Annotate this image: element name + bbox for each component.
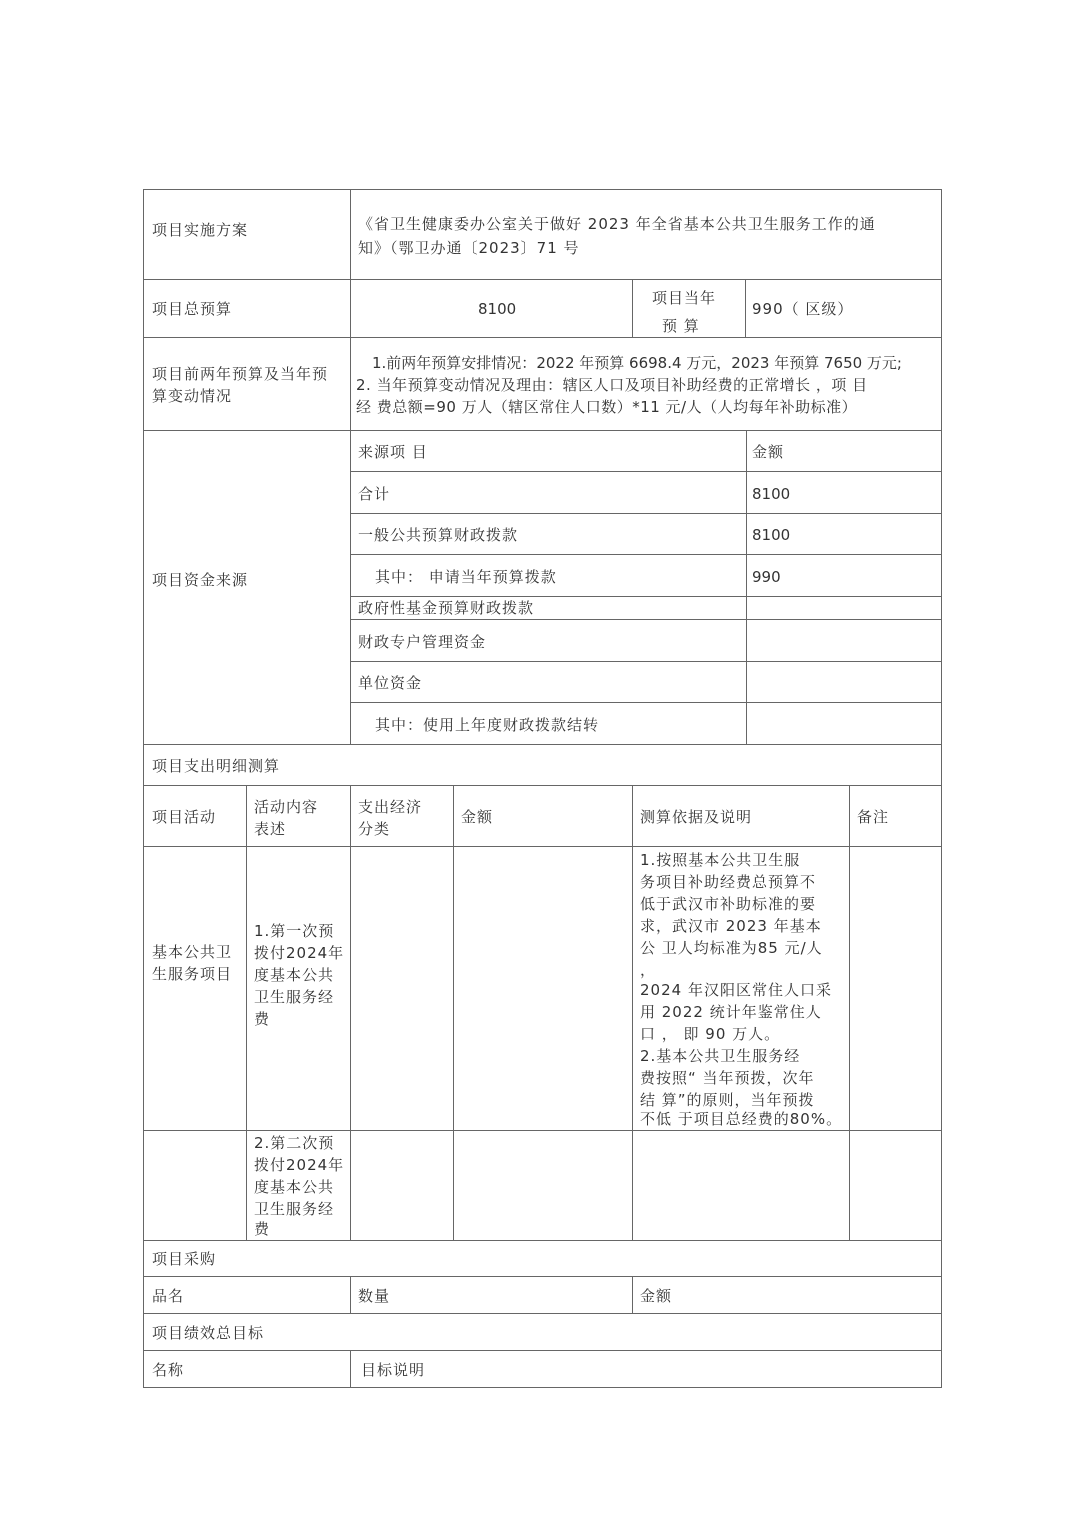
- expense-section-title: 项目支出明细测算: [152, 757, 281, 775]
- row-line: [143, 430, 942, 431]
- border-right: [941, 189, 942, 1388]
- history-line1: 1.前两年预算安排情况：2022 年预算 6698.4 万元，2023 年预算 7650 万元;: [372, 354, 902, 372]
- col-line: [632, 279, 633, 337]
- basis-line: 公 卫人均标准为85 元/人: [640, 939, 823, 957]
- col-line: [453, 785, 454, 1240]
- row-line: [350, 471, 942, 472]
- total-budget-value: 8100: [478, 300, 517, 318]
- performance-section-title: 项目绩效总目标: [152, 1324, 265, 1342]
- funding-row-source: 其中：使用上年度财政拨款结转: [375, 716, 600, 734]
- row-line: [143, 337, 942, 338]
- total-budget-label: 项目总预算: [152, 300, 233, 318]
- row-line: [350, 702, 942, 703]
- basis-line: 费按照“ 当年预拨，次年: [640, 1069, 815, 1087]
- basis-line: 1.按照基本公共卫生服: [640, 851, 801, 869]
- col-line: [745, 279, 746, 337]
- funding-row-amount: 8100: [752, 485, 791, 503]
- funding-row-source: 单位资金: [358, 674, 423, 692]
- row-line: [143, 1240, 942, 1241]
- header-note: 备注: [857, 808, 890, 826]
- procurement-quantity-header: 数量: [358, 1287, 391, 1305]
- basis-line: 2.基本公共卫生服务经: [640, 1047, 801, 1065]
- funding-row-source: 财政专户管理资金: [358, 633, 487, 651]
- procurement-section-title: 项目采购: [152, 1250, 217, 1268]
- item1-line: 费: [254, 1010, 271, 1028]
- basis-line: ，: [640, 961, 657, 979]
- header-activity: 项目活动: [152, 808, 217, 826]
- border-left: [143, 189, 144, 1388]
- row-line: [143, 785, 942, 786]
- basis-line: 用 2022 统计年鉴常住人: [640, 1003, 822, 1021]
- funding-header-amount: 金额: [752, 443, 785, 461]
- row-line: [350, 554, 942, 555]
- basis-line: 2024 年汉阳区常住人口采: [640, 981, 832, 999]
- basis-line: 结 算”的原则，当年预拨: [640, 1091, 815, 1109]
- funding-header-source: 来源项 目: [358, 443, 428, 461]
- basis-line: 口 ， 即 90 万人。: [640, 1025, 781, 1043]
- history-line3: 经 费总额=90 万人（辖区常住人口数）*11 元/人（人均每年补助标准）: [356, 398, 858, 416]
- activity-name-line1: 基本公共卫: [152, 943, 233, 961]
- row-line: [350, 661, 942, 662]
- funding-row-amount: 990: [752, 568, 781, 586]
- row-line: [143, 1276, 942, 1277]
- item2-line: 拨付2024年: [254, 1156, 345, 1174]
- history-line2: 2. 当年预算变动情况及理由：辖区人口及项目补助经费的正常增长 ，项 目: [356, 376, 868, 394]
- col-line: [350, 1350, 351, 1387]
- header-basis: 测算依据及说明: [640, 808, 753, 826]
- implementation-text-line1: 《省卫生健康委办公室关于做好 2023 年全省基本公共卫生服务工作的通: [358, 215, 876, 233]
- header-category-line1: 支出经济: [358, 798, 423, 816]
- current-budget-value: 990（ 区级）: [752, 300, 854, 318]
- row-line: [143, 1350, 942, 1351]
- activity-name-line2: 生服务项目: [152, 965, 233, 983]
- item2-line: 费: [254, 1220, 271, 1238]
- basis-line: 求，武汉市 2023 年基本: [640, 917, 822, 935]
- current-budget-label-line1: 项目当年: [652, 289, 717, 307]
- basis-line: 不低 于项目总经费的80%。: [640, 1110, 843, 1128]
- item1-line: 1.第一次预: [254, 922, 335, 940]
- row-line: [350, 619, 942, 620]
- funding-row-source: 一般公共预算财政拨款: [358, 526, 519, 544]
- header-amount: 金额: [461, 808, 494, 826]
- implementation-label: 项目实施方案: [152, 221, 249, 239]
- performance-description-header: 目标说明: [361, 1361, 426, 1379]
- row-line: [143, 1313, 942, 1314]
- border-bottom: [143, 1387, 942, 1388]
- item1-line: 卫生服务经: [254, 988, 335, 1006]
- col-line: [632, 785, 633, 1240]
- funding-label: 项目资金来源: [152, 571, 249, 589]
- funding-row-source: 政府性基金预算财政拨款: [358, 599, 535, 617]
- row-line: [143, 1130, 942, 1131]
- item1-line: 度基本公共: [254, 966, 335, 984]
- performance-name-header: 名称: [152, 1361, 185, 1379]
- header-category-line2: 分类: [358, 820, 391, 838]
- item2-line: 卫生服务经: [254, 1200, 335, 1218]
- col-line: [246, 785, 247, 1240]
- header-content-line1: 活动内容: [254, 798, 319, 816]
- funding-row-amount: 8100: [752, 526, 791, 544]
- border-top: [143, 189, 942, 190]
- col-line: [350, 785, 351, 1240]
- row-line: [143, 279, 942, 280]
- item1-line: 拨付2024年: [254, 944, 345, 962]
- funding-row-source: 合计: [358, 485, 391, 503]
- implementation-text-line2: 知》（鄂卫办通〔2023〕71 号: [358, 239, 580, 257]
- col-line: [849, 785, 850, 1240]
- basis-line: 务项目补助经费总预算不: [640, 873, 817, 891]
- basis-line: 低于武汉市补助标准的要: [640, 895, 817, 913]
- history-label-line2: 算变动情况: [152, 387, 233, 405]
- col-line: [350, 189, 351, 744]
- col-line: [350, 1276, 351, 1313]
- funding-row-source: 其中： 申请当年预算拨款: [375, 568, 557, 586]
- procurement-amount-header: 金额: [640, 1287, 673, 1305]
- row-line: [143, 846, 942, 847]
- row-line: [143, 744, 942, 745]
- col-line: [632, 1276, 633, 1313]
- item2-line: 2.第二次预: [254, 1134, 335, 1152]
- item2-line: 度基本公共: [254, 1178, 335, 1196]
- history-label-line1: 项目前两年预算及当年预: [152, 365, 329, 383]
- col-line: [746, 430, 747, 744]
- row-line: [350, 513, 942, 514]
- procurement-name-header: 品名: [152, 1287, 185, 1305]
- header-content-line2: 表述: [254, 820, 287, 838]
- current-budget-label-line2: 预 算: [662, 317, 700, 335]
